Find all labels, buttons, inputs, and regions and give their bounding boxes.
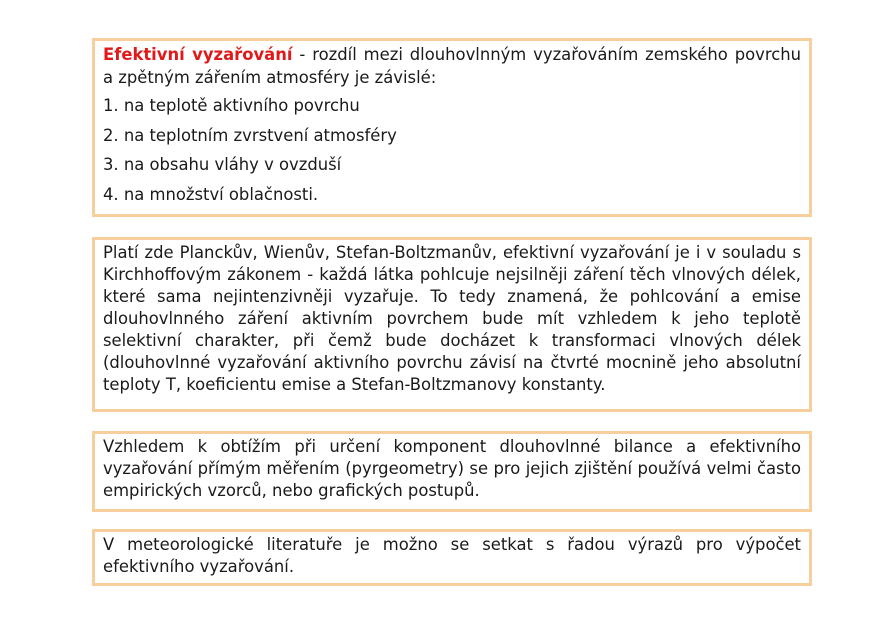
definition-text: - rozdíl mezi dlouhovlnným vyzařováním zemského povrchu a zpětným zářením atmosféry je závislé: xyxy=(103,45,801,87)
definition-box xyxy=(92,38,812,217)
literature-box xyxy=(92,529,812,586)
term-highlight: Efektivní vyzařování xyxy=(103,45,293,64)
list-item: 2. na teplotním zvrstvení atmosféry xyxy=(103,125,397,145)
list-item: 3. na obsahu vláhy v ovzduší xyxy=(103,155,342,174)
list-item: 1. na teplotě aktivního povrchu xyxy=(103,96,360,115)
conditions-list xyxy=(103,95,801,213)
list-item: 4. na množství oblačnosti. xyxy=(103,184,319,204)
laws-box xyxy=(92,237,812,412)
measurement-box xyxy=(92,431,812,512)
definition-intro xyxy=(103,43,801,89)
laws-paragraph: Platí zde Planckův, Wienův, Stefan-Boltzmanův, efektivní vyzařování je i v souladu s Kirchhoffovým zákonem - každá látka pohlcuje nejsilněji záření těch vlnových délek, které sama nejintenzivněji vyzařuje. To tedy znamená, že pohlcování a emise dlouhovlnného záření aktivním povrchem bude mít vzhledem k jeho teplotě selektivní charakter, při čemž bude docházet k transformaci vlnových délek (dlouhovlnné vyzařování aktivního povrchu závisí na čtvrté mocnině jeho absolutní teploty T, koeficientu emise a Stefan-Boltzmanovy konstanty. xyxy=(103,243,801,394)
literature-paragraph: V meteorologické literatuře je možno se setkat s řadou výrazů pro výpočet efektivního vyzařování. xyxy=(103,535,801,576)
measurement-paragraph: Vzhledem k obtížím při určení komponent dlouhovlnné bilance a efektivního vyzařování přímým měřením (pyrgeometry) se pro jejich zjištění používá velmi často empirických vzorců, nebo grafických postupů. xyxy=(103,437,801,500)
